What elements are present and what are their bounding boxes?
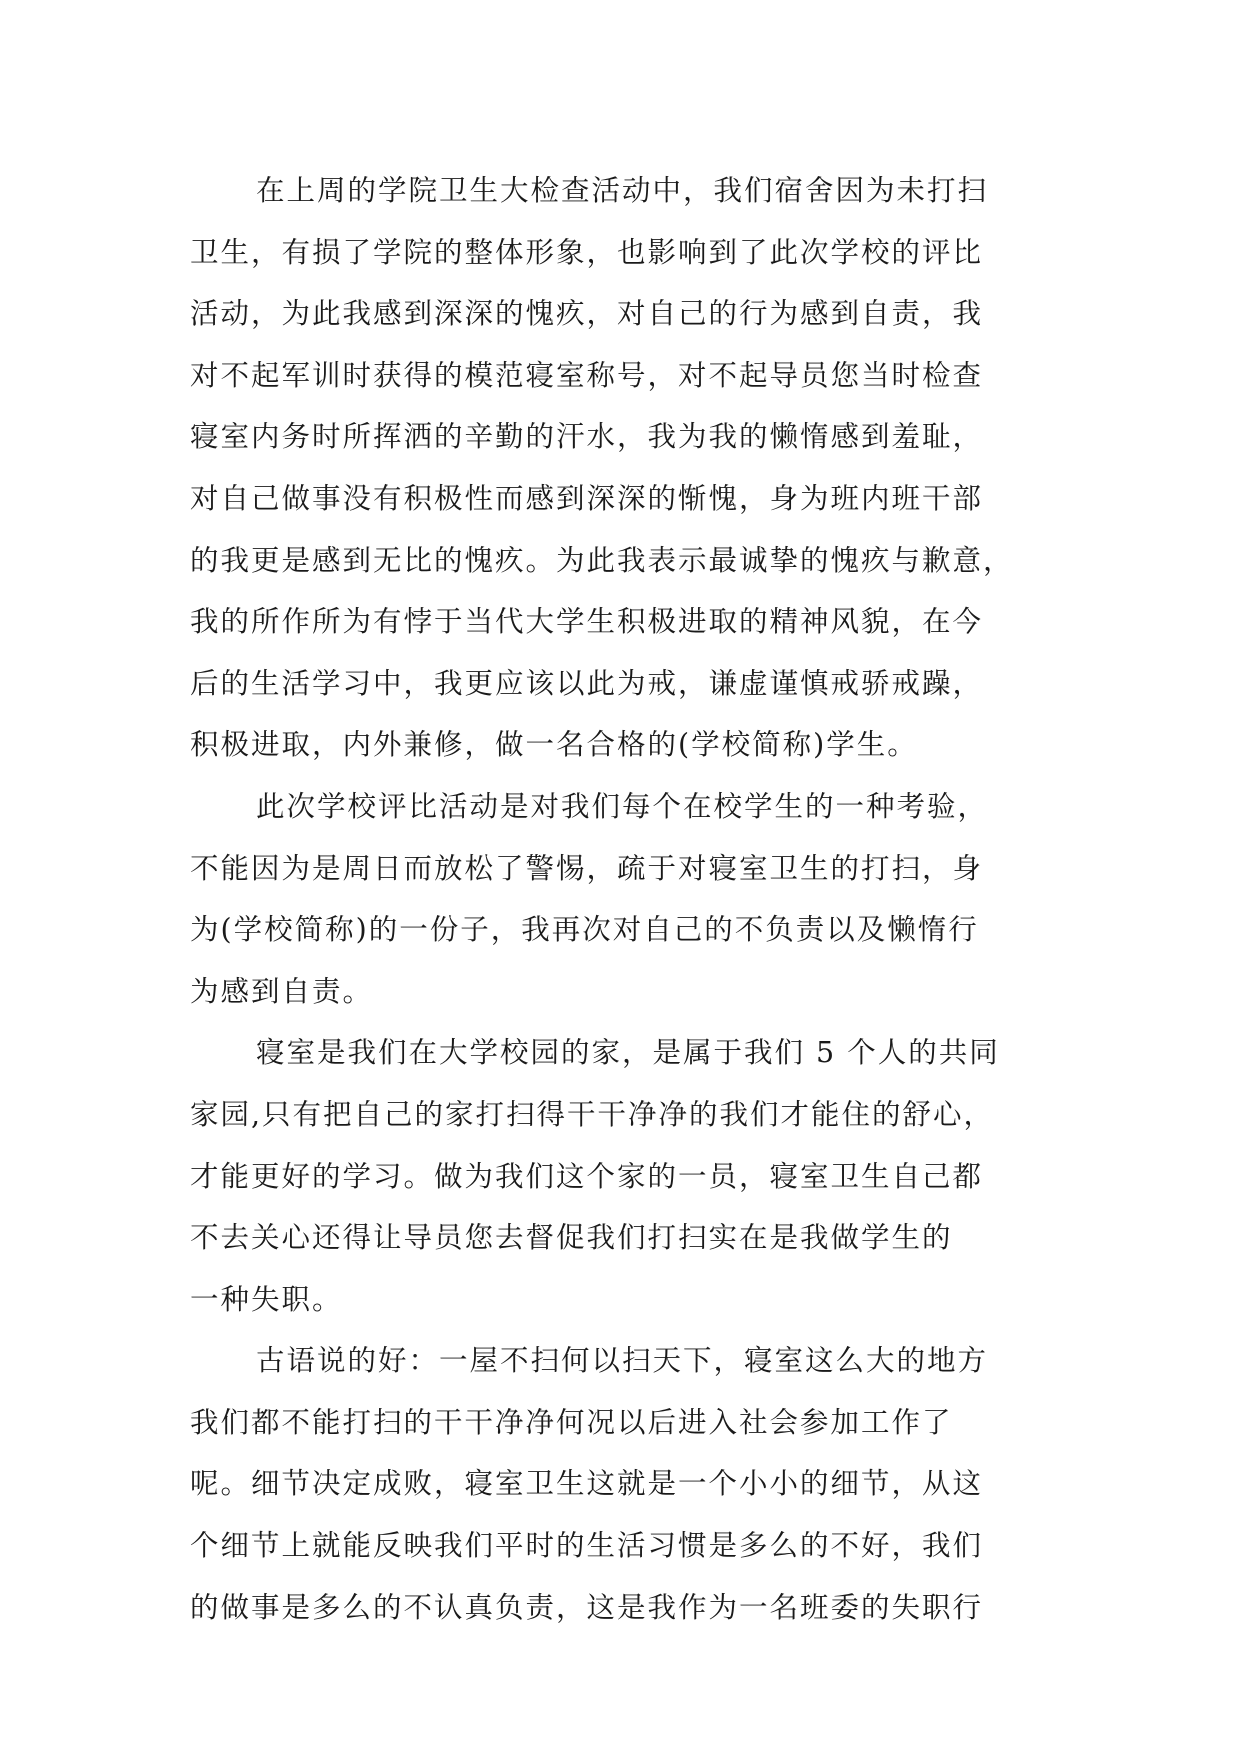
text-line: 古语说的好：一屋不扫何以扫天下，寝室这么大的地方 — [256, 1344, 989, 1378]
text-line: 为(学校简称)的一份子，我再次对自己的不负责以及懒惰行 — [190, 913, 979, 947]
text-line: 个细节上就能反映我们平时的生活习惯是多么的不好，我们 — [190, 1529, 984, 1563]
text-line: 的我更是感到无比的愧疚。为此我表示最诚挚的愧疚与歉意， — [190, 543, 1014, 577]
text-line: 才能更好的学习。做为我们这个家的一员，寝室卫生自己都 — [190, 1159, 984, 1193]
text-line: 卫生，有损了学院的整体形象，也影响到了此次学校的评比 — [190, 235, 984, 269]
text-line: 不能因为是周日而放松了警惕，疏于对寝室卫生的打扫，身 — [190, 851, 984, 885]
text-line: 我的所作所为有悖于当代大学生积极进取的精神风貌，在今 — [190, 605, 984, 639]
text-line: 对不起军训时获得的模范寝室称号，对不起导员您当时检查 — [190, 358, 984, 392]
text-line: 寝室内务时所挥洒的辛勤的汗水，我为我的懒惰感到羞耻， — [190, 420, 984, 454]
text-line: 后的生活学习中，我更应该以此为戒，谦虚谨慎戒骄戒躁， — [190, 666, 984, 700]
text-line: 寝室是我们在大学校园的家，是属于我们 5 个人的共同 — [256, 1036, 1000, 1070]
text-line: 我们都不能打扫的干干净净何况以后进入社会参加工作了 — [190, 1405, 953, 1439]
text-line: 的做事是多么的不认真负责，这是我作为一名班委的失职行 — [190, 1590, 984, 1624]
text-line: 此次学校评比活动是对我们每个在校学生的一种考验， — [256, 789, 989, 823]
text-line: 在上周的学院卫生大检查活动中，我们宿舍因为未打扫 — [256, 174, 989, 207]
text-line: 活动，为此我感到深深的愧疚，对自己的行为感到自责，我 — [190, 297, 984, 331]
text-line: 对自己做事没有积极性而感到深深的惭愧，身为班内班干部 — [190, 481, 984, 515]
text-line: 积极进取，内外兼修，做一名合格的(学校简称)学生。 — [190, 728, 918, 762]
text-line: 一种失职。 — [190, 1282, 343, 1316]
text-line: 家园,只有把自己的家打扫得干干净净的我们才能住的舒心， — [190, 1097, 995, 1131]
text-line: 不去关心还得让导员您去督促我们打扫实在是我做学生的 — [190, 1221, 953, 1255]
text-line: 呢。细节决定成败，寝室卫生这就是一个小小的细节，从这 — [190, 1467, 984, 1501]
text-line: 为感到自责。 — [190, 974, 374, 1008]
document-body — [190, 160, 1050, 1638]
